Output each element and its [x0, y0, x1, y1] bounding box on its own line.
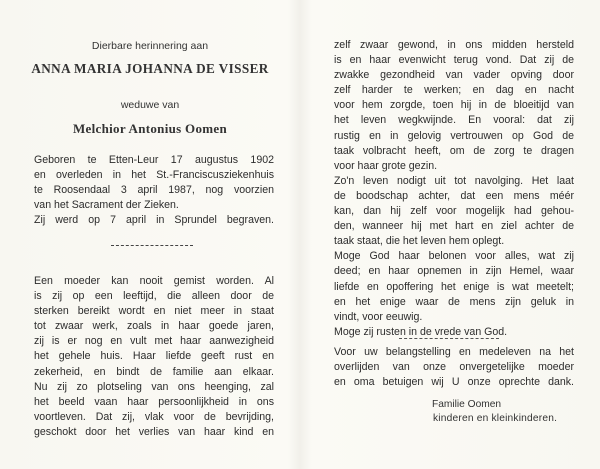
bio-line: Zij werd op 7 april in Sprundel begraven.: [34, 214, 274, 227]
separator-line: [399, 338, 499, 339]
poem-line: Nu zij zo plotseling van ons heenging, zal: [34, 380, 274, 393]
poem-line: geschokt door het verlies van haar kind en: [34, 425, 274, 438]
poem-line: den, wanneer hij met hart en ziel achter de: [334, 220, 574, 233]
poem-line: kan, dan hij zelf voor mogelijk had gehou-: [334, 205, 574, 218]
poem-line: Moge God haar belonen voor alles, wat zij: [334, 250, 574, 263]
bio-line: te Roosendaal 3 april 1987, nog voorzien: [34, 184, 274, 197]
poem-line: Een moeder kan nooit gemist worden. Al: [34, 275, 274, 287]
bio-line: Geboren te Etten-Leur 17 augustus 1902: [34, 154, 274, 166]
poem-line: vindt, voor eeuwig.: [334, 310, 423, 323]
deceased-name: ANNA MARIA JOHANNA DE VISSER: [31, 61, 269, 76]
poem-line: de boodschap achter, dat een mens méér: [334, 189, 574, 202]
poem-line: is zij op een leeftijd, die alleen door de: [34, 290, 274, 303]
poem-line: het gehele huis. Haar liefde geeft rust en: [34, 350, 274, 363]
memorial-poem-part-1: [34, 274, 274, 440]
poem-line: taak volbracht heeft, om de zorg te dragen: [334, 144, 574, 157]
thanks-line: en oma betuigen wij U onze oprechte dank.: [334, 376, 574, 389]
signature-children: kinderen en kleinkinderen.: [433, 413, 558, 424]
poem-line: Moge zij rusten in de vrede van God.: [334, 325, 508, 338]
poem-line: rustig en in gelovig vertrouwen op God de: [334, 129, 574, 142]
poem-line: zwakke gezondheid van vader opving door: [334, 69, 574, 82]
poem-line: en het enige waar de mens zijn geluk in: [334, 295, 574, 308]
bio-line: en overleden in het St.-Franciscusziekenhuis: [34, 169, 274, 182]
poem-line: zekerheid, en bindt de familie aan elkaar.: [34, 365, 274, 378]
poem-line: voor hem zorgde, toen hij in de bloeitijd van: [334, 99, 574, 112]
separator-line: [111, 245, 193, 246]
husband-name: Melchior Antonius Oomen: [72, 121, 227, 136]
poem-line: Zo'n leven nodigt uit tot navolging. Het laat: [334, 174, 574, 187]
bio-line: van het Sacrament der Zieken.: [34, 199, 179, 212]
poem-line: voortleven. Dat zij, vlak voor de bevrijding,: [34, 410, 274, 423]
memorial-poem-part-2: [334, 38, 574, 340]
poem-line: deed; en haar opnemen in zijn Hemel, waar: [334, 265, 574, 278]
poem-line: het beeld vaan haar persoonlijkheid in ons: [34, 395, 274, 408]
thanks-paragraph: [334, 345, 574, 390]
intro-text: Dierbare herinnering aan: [91, 40, 209, 52]
poem-line: taak staat, die het leven hem oplegt.: [334, 235, 505, 248]
poem-line: liefde en opoffering het enige is wat meetelt;: [334, 280, 574, 293]
signature-family: Familie Oomen: [432, 399, 502, 410]
poem-line: voor haar grote gezin.: [334, 159, 438, 172]
right-page: [300, 0, 600, 469]
biography-paragraph: [34, 153, 274, 228]
poem-line: zij is er nog en vult met haar aanwezigheid: [34, 335, 274, 348]
poem-line: sterken bereikt wordt en niet meer in staat: [34, 305, 274, 318]
thanks-line: Voor uw belangstelling en medeleven na het: [334, 346, 574, 358]
poem-line: tot zwaar werk, zoals in haar goede jaren,: [34, 320, 274, 333]
thanks-line: overlijden van onze onvergetelijke moeder: [334, 361, 574, 374]
poem-line: zelf harder te werken; en dag en nacht: [334, 84, 574, 97]
poem-line: is en haar evenwicht terug vond. Dat zij de: [334, 54, 574, 67]
poem-line: het leven wegkwijnde. En vooral: dat zij: [334, 114, 574, 127]
poem-line: zelf zwaar gewond, in ons midden hersteld: [334, 39, 574, 51]
widow-of-text: weduwe van: [120, 99, 180, 111]
